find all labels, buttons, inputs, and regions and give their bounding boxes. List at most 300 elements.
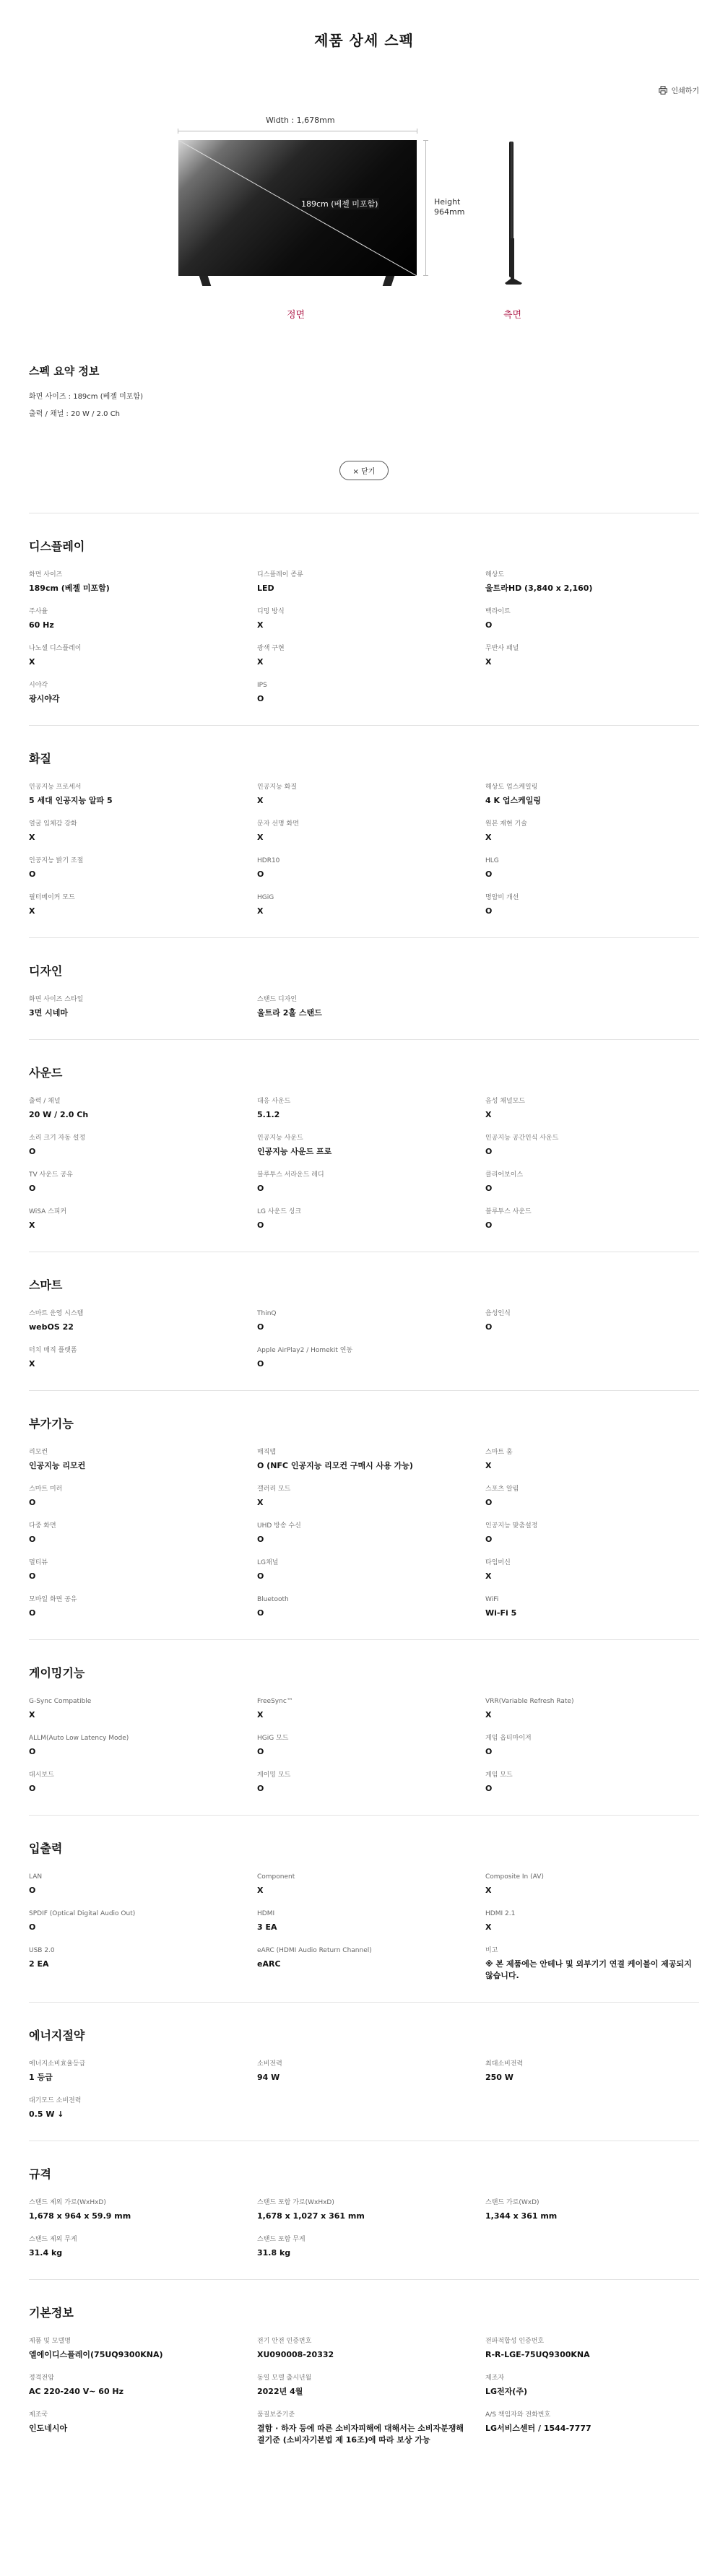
tv-dimension-diagram: [0, 0, 728, 339]
spec-label: 화면 사이즈 스타일: [29, 996, 84, 1003]
summary-item: 출력 / 채널 : 20 W / 2.0 Ch: [29, 410, 121, 418]
spec-item: [257, 680, 471, 705]
spec-label: 음성 채널모드: [485, 1098, 526, 1105]
spec-label: 다중 화면: [29, 1522, 56, 1530]
spec-label: 인공지능 프로세서: [29, 784, 82, 791]
spec-value: 1,678 x 1,027 x 361 mm: [257, 2211, 365, 2221]
spec-value: webOS 22: [29, 1322, 74, 1332]
spec-label: 게임 옵티마이저: [485, 1735, 532, 1742]
spec-value: O: [29, 1535, 36, 1544]
spec-label: VRR(Variable Refresh Rate): [485, 1698, 574, 1705]
spec-item: [29, 1207, 243, 1231]
spec-value: ※ 본 제품에는 안테나 및 외부기기 연결 케이블이 제공되지 않습니다.: [485, 1959, 692, 1980]
spec-item: [29, 1558, 243, 1582]
spec-value: X: [485, 657, 492, 667]
spec-item: [485, 570, 699, 594]
spec-label: 게이밍 모드: [257, 1771, 291, 1779]
spec-label: 블루투스 사운드: [485, 1208, 532, 1215]
spec-label: G-Sync Compatible: [29, 1698, 92, 1705]
tv-front-image: [178, 140, 417, 276]
spec-item: [29, 607, 243, 631]
spec-item: [29, 994, 243, 1019]
close-button[interactable]: × 닫기: [339, 461, 389, 480]
spec-value: O: [485, 1322, 493, 1332]
spec-item: [485, 1521, 699, 1545]
spec-value: O: [485, 869, 493, 879]
spec-item: [257, 782, 471, 807]
spec-item: [485, 1447, 699, 1472]
front-view-label: 정면: [287, 310, 306, 321]
spec-label: HGiG 모드: [257, 1735, 289, 1742]
spec-grid: [29, 782, 699, 917]
spec-label: A/S 책임자와 전화번호: [485, 2411, 551, 2419]
spec-label: 최대소비전력: [485, 2060, 524, 2068]
spec-value: 31.8 kg: [257, 2248, 291, 2258]
spec-label: 스탠드 디자인: [257, 996, 298, 1003]
spec-value: X: [257, 1886, 264, 1895]
section-title: 에너지절약: [29, 2029, 85, 2042]
spec-label: SPDIF (Optical Digital Audio Out): [29, 1910, 136, 1917]
spec-label: 갤러리 모드: [257, 1486, 291, 1493]
spec-item: [485, 643, 699, 668]
spec-item: [29, 2373, 243, 2398]
spec-value: X: [257, 833, 264, 842]
spec-value: X: [485, 1461, 492, 1470]
spec-label: LAN: [29, 1873, 43, 1881]
spec-value: O: [485, 1147, 493, 1156]
spec-value: O: [485, 1184, 493, 1193]
spec-item: [29, 2096, 243, 2120]
spec-label: 타임머신: [485, 1559, 511, 1566]
spec-label: 해상도: [485, 571, 505, 578]
tv-foot-left: [199, 276, 212, 286]
spec-item: [29, 2336, 243, 2361]
spec-value: O: [29, 1147, 36, 1156]
spec-sections: [29, 513, 699, 2466]
section-title: 규격: [29, 2167, 51, 2181]
spec-item: [257, 1872, 471, 1896]
spec-value: 1,678 x 964 x 59.9 mm: [29, 2211, 131, 2221]
spec-label: 제조국: [29, 2411, 48, 2419]
spec-label: 터치 매직 플랫폼: [29, 1347, 77, 1354]
spec-label: USB 2.0: [29, 1947, 55, 1954]
spec-item: [29, 856, 243, 880]
spec-section: [29, 1390, 699, 1639]
spec-item: [485, 1309, 699, 1333]
spec-value: O: [257, 1184, 264, 1193]
spec-item: [257, 1521, 471, 1545]
spec-label: 인공지능 밝기 조절: [29, 857, 84, 864]
spec-item: [485, 1872, 699, 1896]
spec-grid: [29, 1096, 699, 1231]
spec-label: 광색 구현: [257, 645, 285, 652]
spec-label: 전기 안전 인증번호: [257, 2338, 312, 2345]
spec-value: O: [29, 1571, 36, 1581]
spec-value: LED: [257, 584, 274, 593]
spec-label: HLG: [485, 857, 499, 864]
spec-label: 명암비 개선: [485, 894, 519, 901]
spec-value: X: [485, 833, 492, 842]
spec-label: 시야각: [29, 682, 48, 689]
spec-label: 제조자: [485, 2375, 505, 2382]
spec-label: 인공지능 맞춤설정: [485, 1522, 538, 1530]
spec-item: [485, 2059, 699, 2083]
spec-label: 디밍 방식: [257, 608, 285, 615]
spec-item: [485, 893, 699, 917]
spec-item: [257, 1207, 471, 1231]
spec-value: LG전자(주): [485, 2387, 527, 2396]
spec-item: [257, 1770, 471, 1795]
spec-section: [29, 1639, 699, 1815]
page-title: 제품 상세 스펙: [314, 32, 414, 49]
spec-value: 1,344 x 361 mm: [485, 2211, 558, 2221]
spec-item: [29, 1133, 243, 1158]
spec-grid: [29, 1696, 699, 1795]
spec-item: [257, 1595, 471, 1619]
spec-value: X: [257, 796, 264, 805]
spec-label: FreeSync™: [257, 1698, 293, 1705]
spec-grid: [29, 994, 699, 1019]
spec-value: O: [257, 1747, 264, 1756]
spec-label: 인공지능 화질: [257, 784, 298, 791]
spec-value: O: [257, 1571, 264, 1581]
spec-item: [257, 893, 471, 917]
spec-label: UHD 방송 수신: [257, 1522, 301, 1530]
spec-item: [29, 1595, 243, 1619]
spec-label: LG채널: [257, 1559, 279, 1566]
spec-item: [257, 570, 471, 594]
spec-item: [257, 2410, 471, 2446]
section-title: 디자인: [29, 964, 63, 978]
spec-item: [29, 1447, 243, 1472]
spec-value: O: [257, 1322, 264, 1332]
spec-section: [29, 725, 699, 937]
spec-value: O: [485, 1784, 493, 1793]
spec-item: [485, 607, 699, 631]
spec-item: [29, 1521, 243, 1545]
spec-value: O: [485, 620, 493, 630]
spec-label: HDMI 2.1: [485, 1910, 516, 1917]
spec-item: [257, 1946, 471, 1982]
spec-value: O: [257, 1784, 264, 1793]
spec-value: X: [485, 1922, 492, 1932]
tv-side-stand: [505, 238, 524, 285]
spec-value: O: [485, 1747, 493, 1756]
spec-value: O: [257, 694, 264, 703]
spec-label: 소리 크기 자동 설정: [29, 1135, 86, 1142]
spec-item: [485, 1207, 699, 1231]
spec-value: O: [257, 1359, 264, 1369]
spec-item: [29, 1484, 243, 1509]
spec-value: 5 세대 인공지능 알파 5: [29, 796, 113, 805]
height-label: Height 964mm: [434, 197, 465, 217]
spec-label: 대시보드: [29, 1771, 54, 1779]
spec-item: [29, 570, 243, 594]
spec-value: O: [485, 1220, 493, 1230]
spec-value: O: [29, 1747, 36, 1756]
spec-value: X: [257, 620, 264, 630]
spec-label: 스마트 홈: [485, 1449, 513, 1456]
spec-grid: [29, 2336, 699, 2446]
spec-value: 4 K 업스케일링: [485, 796, 541, 805]
summary-item: 화면 사이즈 : 189cm (베젤 미포함): [29, 393, 143, 401]
side-view-label: 측면: [503, 310, 522, 321]
spec-label: 화면 사이즈: [29, 571, 63, 578]
spec-item: [257, 819, 471, 844]
spec-grid: [29, 1447, 699, 1619]
spec-label: 디스플레이 종류: [257, 571, 303, 578]
spec-item: [257, 1558, 471, 1582]
spec-label: 동일 모델 출시년월: [257, 2375, 312, 2382]
spec-value: O: [257, 1535, 264, 1544]
spec-label: 대기모드 소비전력: [29, 2097, 82, 2104]
spec-value: 3면 시네마: [29, 1008, 68, 1018]
spec-item: [29, 1696, 243, 1721]
spec-item: [257, 1909, 471, 1933]
spec-value: Wi-Fi 5: [485, 1608, 517, 1618]
spec-section: [29, 2141, 699, 2279]
spec-value: X: [257, 906, 264, 916]
spec-value: XU090008-20332: [257, 2350, 334, 2359]
spec-item: [257, 643, 471, 668]
spec-value: X: [257, 1710, 264, 1719]
spec-value: 울트라 2홀 스탠드: [257, 1008, 322, 1018]
spec-value: 60 Hz: [29, 620, 54, 630]
spec-item: [485, 1170, 699, 1194]
spec-item: [257, 1484, 471, 1509]
spec-value: O: [257, 1608, 264, 1618]
spec-item: [485, 819, 699, 844]
spec-item: [485, 1133, 699, 1158]
spec-value: X: [29, 1710, 35, 1719]
spec-item: [257, 2059, 471, 2083]
spec-item: [485, 1595, 699, 1619]
summary-title: 스펙 요약 정보: [29, 365, 100, 378]
spec-item: [29, 1096, 243, 1121]
spec-item: [29, 1345, 243, 1370]
spec-item: [29, 1309, 243, 1333]
section-title: 스마트: [29, 1278, 63, 1292]
spec-label: 게임 모드: [485, 1771, 513, 1779]
spec-value: eARC: [257, 1959, 281, 1969]
spec-value: O: [29, 1608, 36, 1618]
spec-label: 스탠드 제외 가로(WxHxD): [29, 2199, 106, 2206]
spec-value: 94 W: [257, 2073, 280, 2082]
spec-label: 인공지능 사운드: [257, 1135, 303, 1142]
tv-foot-right: [383, 276, 395, 286]
spec-item: [29, 2234, 243, 2259]
spec-section: [29, 1252, 699, 1390]
diagonal-label: 189cm (베젤 미포함): [301, 199, 378, 209]
spec-item: [29, 680, 243, 705]
spec-item: [29, 2059, 243, 2083]
spec-item: [257, 1133, 471, 1158]
spec-item: [29, 643, 243, 668]
spec-item: [485, 2373, 699, 2398]
width-label: Width : 1,678mm: [266, 116, 335, 125]
spec-item: [29, 2198, 243, 2222]
spec-item: [257, 2373, 471, 2398]
spec-value: X: [29, 1220, 35, 1230]
spec-label: 블루투스 서라운드 레디: [257, 1171, 324, 1179]
spec-item: [485, 1733, 699, 1758]
spec-value: O: [485, 1498, 493, 1507]
spec-value: X: [29, 1359, 35, 1369]
spec-item: [257, 994, 471, 1019]
spec-item: [29, 2410, 243, 2446]
spec-value: 250 W: [485, 2073, 514, 2082]
spec-item: [257, 1345, 471, 1370]
spec-label: 문자 선명 화면: [257, 820, 299, 828]
spec-item: [485, 782, 699, 807]
spec-value: O: [485, 906, 493, 916]
spec-item: [29, 1946, 243, 1982]
spec-label: 클리어보이스: [485, 1171, 524, 1179]
spec-value: X: [485, 1571, 492, 1581]
spec-item: [29, 782, 243, 807]
spec-label: 필터메이커 모드: [29, 894, 75, 901]
spec-item: [29, 1872, 243, 1896]
spec-item: [257, 2198, 471, 2222]
spec-label: HDR10: [257, 857, 280, 864]
section-title: 화질: [29, 752, 51, 766]
spec-item: [257, 1733, 471, 1758]
spec-item: [29, 819, 243, 844]
spec-item: [485, 2410, 699, 2446]
spec-value: O: [29, 1498, 36, 1507]
spec-value: X: [257, 1498, 264, 1507]
spec-label: HGiG: [257, 894, 274, 901]
spec-value: O (NFC 인공지능 리모컨 구매시 사용 가능): [257, 1461, 413, 1470]
print-label: 인쇄하기: [671, 87, 699, 95]
spec-value: 20 W / 2.0 Ch: [29, 1110, 89, 1119]
spec-value: X: [485, 1886, 492, 1895]
spec-label: 모바일 화면 공유: [29, 1596, 77, 1603]
spec-value: O: [29, 1922, 36, 1932]
spec-label: 리모컨: [29, 1449, 48, 1456]
section-title: 디스플레이: [29, 539, 85, 553]
spec-item: [485, 1558, 699, 1582]
spec-value: 인공지능 사운드 프로: [257, 1147, 332, 1156]
spec-item: [485, 1770, 699, 1795]
spec-value: LG서비스센터 / 1544-7777: [485, 2424, 592, 2433]
spec-label: 비고: [485, 1947, 498, 1954]
spec-value: X: [29, 657, 35, 667]
spec-value: 1 등급: [29, 2073, 53, 2082]
spec-label: 매직탭: [257, 1449, 277, 1456]
spec-item: [29, 1770, 243, 1795]
spec-summary: [29, 363, 699, 423]
spec-item: [485, 1946, 699, 1982]
spec-label: 스포츠 알림: [485, 1486, 519, 1493]
spec-value: 광시야각: [29, 694, 60, 703]
section-title: 입출력: [29, 1842, 63, 1855]
spec-label: 얼굴 입체감 강화: [29, 820, 77, 828]
spec-label: eARC (HDMI Audio Return Channel): [257, 1947, 372, 1954]
spec-value: AC 220-240 V~ 60 Hz: [29, 2387, 124, 2396]
spec-grid: [29, 2198, 699, 2259]
spec-value: X: [485, 1710, 492, 1719]
spec-grid: [29, 570, 699, 705]
spec-label: 음성인식: [485, 1310, 511, 1317]
spec-label: 전파적합성 인증번호: [485, 2338, 545, 2345]
spec-item: [29, 893, 243, 917]
spec-item: [257, 1096, 471, 1121]
spec-value: R-R-LGE-75UQ9300KNA: [485, 2350, 590, 2359]
spec-label: 해상도 업스케일링: [485, 784, 538, 791]
height-measure-line: [425, 140, 426, 276]
spec-label: TV 사운드 공유: [29, 1171, 73, 1179]
spec-label: WiSA 스피커: [29, 1208, 67, 1215]
spec-label: 정격전압: [29, 2375, 54, 2382]
spec-label: 스마트 운영 시스템: [29, 1310, 84, 1317]
spec-grid: [29, 2059, 699, 2120]
spec-value: O: [485, 1535, 493, 1544]
section-title: 부가기능: [29, 1417, 74, 1431]
spec-label: IPS: [257, 682, 267, 689]
spec-value: X: [29, 906, 35, 916]
spec-section: [29, 937, 699, 1039]
spec-label: 무반사 패널: [485, 645, 519, 652]
spec-value: O: [257, 1220, 264, 1230]
spec-label: Composite In (AV): [485, 1873, 544, 1881]
spec-label: LG 사운드 싱크: [257, 1208, 302, 1215]
spec-label: 품질보증기준: [257, 2411, 295, 2419]
spec-label: ThinQ: [257, 1310, 277, 1317]
spec-item: [29, 1170, 243, 1194]
spec-section: [29, 513, 699, 725]
section-title: 사운드: [29, 1066, 63, 1080]
spec-item: [257, 2336, 471, 2361]
spec-label: 대응 사운드: [257, 1098, 291, 1105]
spec-item: [257, 1447, 471, 1472]
spec-item: [485, 2198, 699, 2222]
spec-item: [257, 1170, 471, 1194]
section-title: 기본정보: [29, 2306, 74, 2320]
spec-label: 스탠드 포함 무게: [257, 2236, 306, 2243]
spec-label: WiFi: [485, 1596, 499, 1603]
spec-value: 인도네시아: [29, 2424, 68, 2433]
section-title: 게이밍기능: [29, 1666, 85, 1680]
spec-item: [485, 1909, 699, 1933]
spec-item: [257, 856, 471, 880]
spec-value: O: [29, 1784, 36, 1793]
spec-item: [485, 1484, 699, 1509]
spec-value: O: [29, 1184, 36, 1193]
spec-label: Bluetooth: [257, 1596, 289, 1603]
spec-value: 31.4 kg: [29, 2248, 63, 2258]
spec-item: [257, 607, 471, 631]
spec-value: 인공지능 리모컨: [29, 1461, 86, 1470]
spec-grid: [29, 1309, 699, 1370]
spec-value: 5.1.2: [257, 1110, 280, 1119]
spec-section: [29, 1039, 699, 1252]
spec-label: 스마트 미러: [29, 1486, 63, 1493]
spec-label: 나노셀 디스플레이: [29, 645, 82, 652]
spec-label: HDMI: [257, 1910, 275, 1917]
spec-item: [29, 1909, 243, 1933]
spec-item: [485, 2336, 699, 2361]
spec-value: O: [29, 1886, 36, 1895]
spec-value: X: [29, 833, 35, 842]
spec-label: 원본 재현 기술: [485, 820, 527, 828]
spec-item: [485, 1696, 699, 1721]
spec-label: Component: [257, 1873, 295, 1881]
spec-value: X: [485, 1110, 492, 1119]
spec-label: 멀티뷰: [29, 1559, 48, 1566]
spec-value: O: [257, 869, 264, 879]
spec-value: 3 EA: [257, 1922, 277, 1932]
